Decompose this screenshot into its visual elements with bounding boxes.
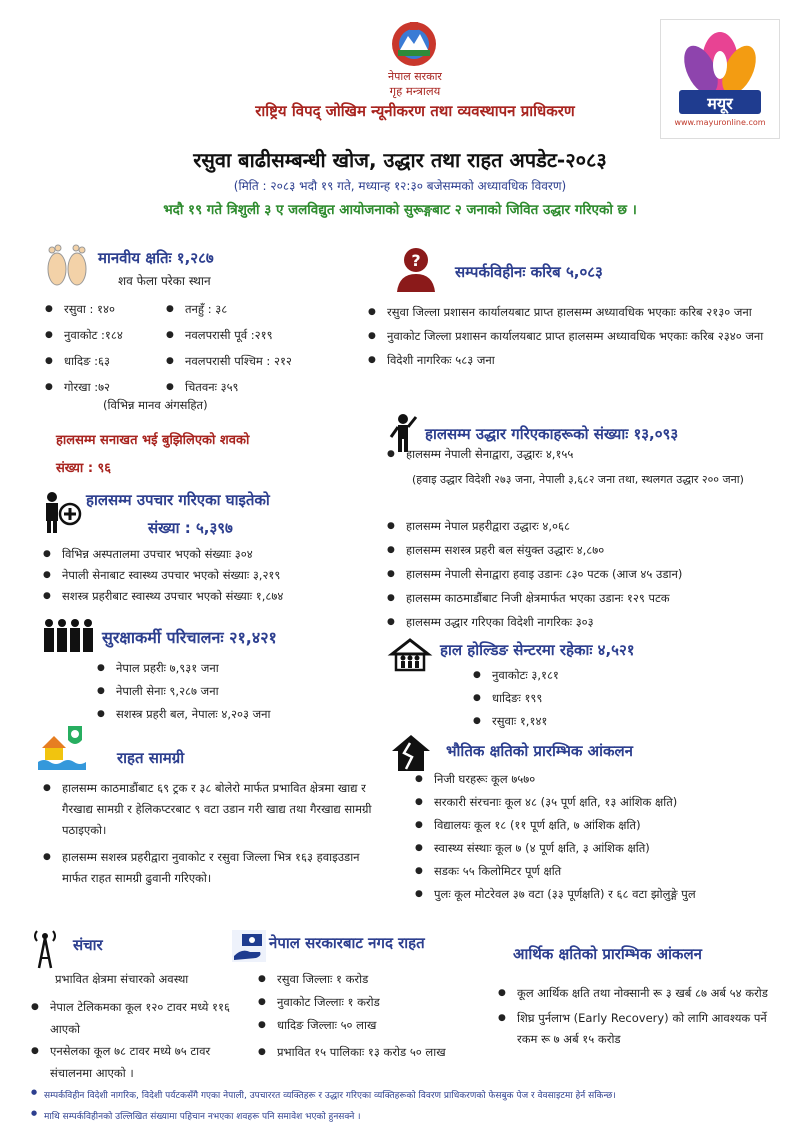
footer-note: सम्पर्कविहीन विदेशी नागरिक, विदेशी पर्यटकसँगै गएका नेपाली, उपचाररत व्यक्तिहरू र उद्धार गरिएका व्यक्तिहरूको विवरण प्राधिकरणको फेसबुक पेज र वेवसाइटमा हेर्न सकिन्छ। (44, 1091, 616, 1101)
list-item: ● सडकः ५५ किलोमिटर पूर्ण क्षति (412, 864, 797, 879)
svg-text:?: ? (411, 251, 421, 270)
list-item: ● कूल आर्थिक क्षति तथा नोक्सानी रू ३ खर्ब ८७ अर्ब ५४ करोड (495, 983, 780, 1004)
feet-icon (42, 241, 92, 293)
damaged-house-icon (390, 733, 432, 777)
list-item: ● विदेशी नागरिकः ५८३ जना (365, 349, 775, 371)
comm-list (28, 996, 243, 1090)
security-title: सुरक्षाकर्मी परिचालनः २१,४२१ (102, 628, 277, 647)
economic-title: आर्थिक क्षतिको प्रारम्भिक आंकलन (513, 945, 702, 963)
shelter-icon (386, 636, 434, 678)
relief-list (40, 778, 372, 895)
comm-subtitle: प्रभावित क्षेत्रमा संचारको अवस्था (55, 972, 189, 986)
list-item: ● विद्यालयः कूल १८ (११ पूर्ण क्षति, ७ आंशिक क्षति) (412, 818, 797, 833)
cash-list (255, 972, 460, 1069)
holding-list (470, 668, 670, 737)
list-item: ● रसुवा जिल्लाः १ करोड (255, 972, 460, 987)
rescued-list (384, 519, 784, 639)
list-item: ● निजी घरहरूः कूल ७५७० (412, 772, 797, 787)
economic-list (495, 983, 780, 1056)
list-item: ● एनसेलका कूल ७८ टावर मध्ये ७५ टावर संचालनमा आएको । (28, 1040, 243, 1084)
physical-list (412, 772, 797, 910)
gov-name: नेपाल सरकार (388, 70, 442, 83)
security-list (94, 661, 374, 730)
list-item: ● नुवाकोट जिल्लाः १ करोड (255, 995, 460, 1010)
date-note: (मिति : २०८३ भदौ १९ गते, मध्यान्ह १२:३० बजेसम्मको अध्यावधिक विवरण) (233, 179, 567, 193)
headline: भदौ १९ गते त्रिशुली ३ ए जलविद्युत आयोजनाको सुरूङ्गबाट २ जनाको जिवित उद्धार गरिएको छ । (163, 202, 637, 218)
list-item: ● नेपाल प्रहरीः ७,९३१ जना (94, 661, 374, 676)
tower-icon (28, 928, 62, 974)
human-loss-col2 (163, 302, 343, 406)
rescued-first (384, 447, 774, 468)
human-loss-col1 (42, 302, 172, 406)
logo-brand: मयूर (707, 94, 733, 113)
injured-title: हालसम्म उपचार गरिएका घाइतेको (86, 491, 270, 509)
cash-title: नेपाल सरकारबाट नगद राहत (269, 934, 425, 952)
missing-title: सम्पर्कविहीनः करिब ५,०८३ (455, 263, 603, 281)
list-item: ● नेपाली सेनाबाट स्वास्थ्य उपचार भएको संख्याः ३,२१९ (40, 568, 380, 583)
injured-list (40, 547, 380, 610)
list-item: ● शिघ्र पुर्नलाभ (Early Recovery) को लागि आवश्यक पर्ने रकम रू ७ अर्ब १५ करोड (495, 1008, 780, 1050)
list-item: ● नवलपरासी पश्चिम : २१२ (163, 354, 343, 369)
footer-note: माथि सम्पर्कविहीनको उल्लिखित संख्यामा पहिचान नभएका शवहरू पनि समावेश भएको हुनसक्ने । (44, 1112, 361, 1122)
list-item: ● हालसम्म नेपाल प्रहरीद्वारा उद्धारः ४,०६८ (384, 519, 784, 534)
list-item: ● गोरखा :७२ (42, 380, 172, 395)
rescued-title: हालसम्म उद्धार गरिएकाहरूको संख्याः १३,०९३ (425, 425, 679, 443)
mayur-logo (660, 19, 780, 139)
list-item: ● हालसम्म काठमाडौंबाट ६९ ट्रक र ३८ बोलेरो मार्फत प्रभावित क्षेत्रमा खाद्य र गैरखाद्य सामग्री र हेलिकप्टरबाट ९ वटा उडान गरी खाद्य तथा गैरखाद्य सामग्री पठाइएको। (40, 778, 372, 841)
authority-name: राष्ट्रिय विपद् जोखिम न्यूनीकरण तथा व्यवस्थापन प्राधिकरण (255, 102, 575, 120)
footer-notes (30, 1088, 790, 1122)
list-item: ● प्रभावित १५ पालिकाः १३ करोड ५० लाख (255, 1041, 460, 1063)
list-item: ● पुलः कूल मोटरेवल ३७ वटा (३३ पूर्णक्षति) र ६८ वटा झोलुङ्गे पुल (412, 887, 797, 902)
identified-label: हालसम्म सनाखत भई बुझिलिएको शवको (56, 433, 250, 448)
list-item: ● नवलपरासी पूर्व :२१९ (163, 328, 343, 343)
list-item: ● स्वास्थ्य संस्थाः कूल ७ (४ पूर्ण क्षति, ३ आंशिक क्षति) (412, 841, 797, 856)
human-loss-title: मानवीय क्षतिः १,२८७ (98, 249, 214, 267)
list-item: ● हालसम्म उद्धार गरिएका विदेशी नागरिकः ३०३ (384, 615, 784, 630)
human-loss-subtitle: शव फेला परेका स्थान (118, 274, 211, 288)
list-item: ● चितवनः ३५९ (163, 380, 343, 395)
identified-count: संख्या : ९६ (56, 461, 112, 476)
flood-house-icon (38, 722, 86, 774)
logo-url: www.mayuronline.com (674, 118, 766, 127)
human-loss-note: (विभिन्न मानव अंगसहित) (103, 398, 208, 412)
list-item: ● धादिङः १९९ (470, 691, 670, 706)
footer-bullet-icon: ● (31, 1088, 38, 1096)
list-item: ● हालसम्म सशस्त्र प्रहरी बल संयुक्त उद्धारः ४,८७० (384, 543, 784, 558)
footer-bullet-icon: ● (31, 1109, 38, 1117)
rescued-first-note: (हवाइ उद्धार विदेशी २७३ जना, नेपाली ३,६८२ जना तथा, स्थलगत उद्धार २०० जना) (412, 473, 744, 486)
list-item: ● सरकारी संरचनाः कूल ४८ (३५ पूर्ण क्षति, १३ आंशिक क्षति) (412, 795, 797, 810)
list-item: ● नेपाली सेनाः ९,२८७ जना (94, 684, 374, 699)
list-item: ● सशस्त्र प्रहरी बल, नेपालः ४,२०३ जना (94, 707, 374, 722)
missing-person-icon (395, 246, 437, 296)
list-item: ● नेपाल टेलिकमका कूल १२० टावर मध्ये ११६ आएको (28, 996, 243, 1040)
security-personnel-icon (42, 617, 96, 659)
list-item: ● तनहुँ : ३८ (163, 302, 343, 317)
list-item: ● धादिङ :६३ (42, 354, 172, 369)
physical-title: भौतिक क्षतिको प्रारम्भिक आंकलन (446, 742, 633, 760)
medical-person-icon (40, 490, 82, 538)
relief-title: राहत सामग्री (117, 749, 185, 767)
list-item: ● हालसम्म काठमाडौंबाट निजी क्षेत्रमार्फत भएका उडानः १२९ पटक (384, 591, 784, 606)
list-item: ● नुवाकोट जिल्ला प्रशासन कार्यालयबाट प्राप्त हालसम्म अध्यावधिक भएकाः करिब २३४० जना (365, 325, 775, 347)
list-item: ● धादिङ जिल्लाः ५० लाख (255, 1018, 460, 1033)
list-item: ● नुवाकोटः ३,१८१ (470, 668, 670, 683)
list-item: ● नुवाकोट :१८४ (42, 328, 172, 343)
list-item: ● रसुवा जिल्ला प्रशासन कार्यालयबाट प्राप्त हालसम्म अध्यावधिक भएकाः करिब २१३० जना (365, 301, 775, 323)
list-item: ● रसुवा : १४० (42, 302, 172, 317)
list-item: ● विभिन्न अस्पतालमा उपचार भएको संख्याः ३०४ (40, 547, 380, 562)
list-item: ● हालसम्म नेपाली सेनाद्वारा हवाइ उडानः ८३० पटक (आज ४५ उडान) (384, 567, 784, 582)
comm-title: संचार (73, 936, 103, 954)
list-item: ● हालसम्म सशस्त्र प्रहरीद्वारा नुवाकोट र रसुवा जिल्ला भित्र १६३ हवाइउडान मार्फत राहत सामग्री ढुवानी गरिएको। (40, 847, 372, 889)
missing-list (365, 301, 775, 377)
emblem-icon (384, 18, 444, 70)
ministry-name: गृह मन्त्रालय (389, 84, 441, 98)
holding-title: हाल होल्डिङ सेन्टरमा रहेकाः ४,५२१ (440, 641, 635, 659)
list-item: ● सशस्त्र प्रहरीबाट स्वास्थ्य उपचार भएको संख्याः १,८७४ (40, 589, 380, 604)
gov-emblem (384, 18, 444, 70)
list-item: ● रसुवाः १,१४१ (470, 714, 670, 729)
injured-count: संख्या : ५,३९७ (148, 519, 233, 537)
list-item: ● हालसम्म नेपाली सेनाद्वारा, उद्धारः ४,१५५ (384, 447, 774, 462)
page-title: रसुवा बाढीसम्बन्धी खोज, उद्धार तथा राहत अपडेट-२०८३ (193, 148, 607, 172)
cash-hand-icon (232, 930, 266, 966)
